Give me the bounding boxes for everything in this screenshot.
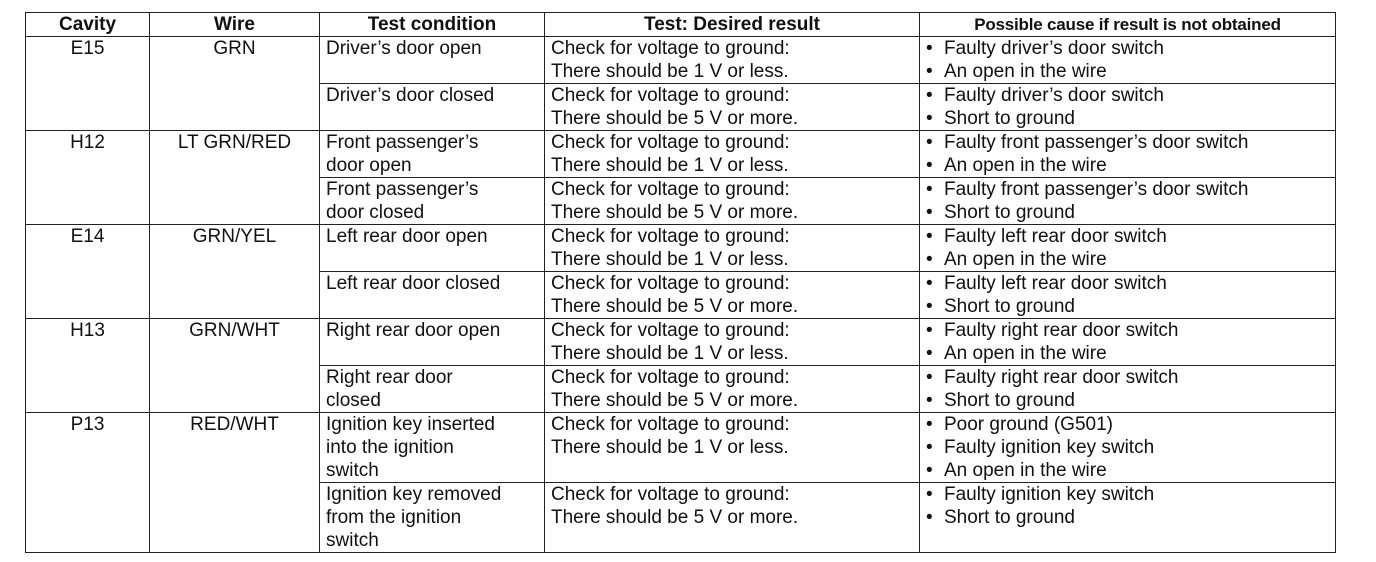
possible-cause-cell	[920, 178, 1336, 225]
result-criterion: There should be 5 V or more.	[551, 202, 799, 223]
test-condition-cell	[320, 225, 545, 272]
test-condition-cell	[320, 37, 545, 84]
condition-line: closed	[326, 390, 381, 411]
cause-item: • An open in the wire	[926, 459, 1329, 482]
cavity-cell: P13	[26, 413, 150, 553]
result-criterion: There should be 1 V or less.	[551, 61, 789, 82]
cause-item: • Short to ground	[926, 389, 1329, 412]
test-condition-cell	[320, 366, 545, 413]
possible-cause-cell	[920, 413, 1336, 483]
possible-cause-cell	[920, 131, 1336, 178]
desired-result-cell	[545, 413, 920, 483]
condition-line: Front passenger’s	[326, 132, 479, 153]
cause-item: • Faulty driver’s door switch	[926, 84, 1329, 107]
desired-result-cell	[545, 37, 920, 84]
header-cavity: Cavity	[26, 13, 150, 37]
wire-cell: RED/WHT	[150, 413, 320, 553]
cause-item: • An open in the wire	[926, 248, 1329, 271]
result-check: Check for voltage to ground:	[551, 132, 790, 153]
desired-result-cell	[545, 272, 920, 319]
condition-line: Driver’s door closed	[326, 85, 495, 106]
possible-cause-cell	[920, 84, 1336, 131]
wire-cell: LT GRN/RED	[150, 131, 320, 225]
desired-result-cell	[545, 131, 920, 178]
desired-result-cell	[545, 225, 920, 272]
result-criterion: There should be 5 V or more.	[551, 296, 799, 317]
cause-item: • An open in the wire	[926, 342, 1329, 365]
test-condition-cell	[320, 178, 545, 225]
result-criterion: There should be 1 V or less.	[551, 249, 789, 270]
condition-line: from the ignition	[326, 507, 462, 528]
header-desired-result: Test: Desired result	[545, 13, 920, 37]
condition-line: Left rear door closed	[326, 273, 501, 294]
header-wire: Wire	[150, 13, 320, 37]
cause-item: • An open in the wire	[926, 154, 1329, 177]
result-check: Check for voltage to ground:	[551, 179, 790, 200]
condition-line: Ignition key removed	[326, 484, 502, 505]
condition-line: Ignition key inserted	[326, 414, 495, 435]
result-check: Check for voltage to ground:	[551, 85, 790, 106]
cause-item: • Faulty left rear door switch	[926, 272, 1329, 295]
cause-item: • Short to ground	[926, 201, 1329, 224]
header-test-condition: Test condition	[320, 13, 545, 37]
cause-item: • Faulty ignition key switch	[926, 483, 1329, 506]
cause-item: • Faulty front passenger’s door switch	[926, 178, 1329, 201]
test-condition-cell	[320, 272, 545, 319]
result-check: Check for voltage to ground:	[551, 273, 790, 294]
possible-cause-cell	[920, 37, 1336, 84]
header-row	[26, 13, 1336, 37]
condition-line: Right rear door open	[326, 320, 501, 341]
desired-result-cell	[545, 483, 920, 553]
result-check: Check for voltage to ground:	[551, 414, 790, 435]
possible-cause-cell	[920, 319, 1336, 366]
result-check: Check for voltage to ground:	[551, 484, 790, 505]
result-criterion: There should be 5 V or more.	[551, 390, 799, 411]
cavity-cell: H12	[26, 131, 150, 225]
test-condition-cell	[320, 84, 545, 131]
possible-cause-cell	[920, 225, 1336, 272]
cause-item: • Faulty right rear door switch	[926, 366, 1329, 389]
result-check: Check for voltage to ground:	[551, 226, 790, 247]
result-criterion: There should be 1 V or less.	[551, 155, 789, 176]
desired-result-cell	[545, 84, 920, 131]
test-condition-cell	[320, 483, 545, 553]
result-check: Check for voltage to ground:	[551, 320, 790, 341]
test-condition-cell	[320, 413, 545, 483]
condition-line: Driver’s door open	[326, 38, 482, 59]
condition-line: into the ignition	[326, 437, 454, 458]
condition-line: switch	[326, 530, 379, 551]
condition-line: Front passenger’s	[326, 179, 479, 200]
cause-item: • Poor ground (G501)	[926, 413, 1329, 436]
cavity-cell: H13	[26, 319, 150, 413]
desired-result-cell	[545, 366, 920, 413]
table-row	[26, 131, 1336, 178]
condition-line: Right rear door	[326, 367, 453, 388]
cause-item: • Faulty front passenger’s door switch	[926, 131, 1329, 154]
result-check: Check for voltage to ground:	[551, 38, 790, 59]
cause-item: • Faulty driver’s door switch	[926, 37, 1329, 60]
table-row	[26, 413, 1336, 483]
result-check: Check for voltage to ground:	[551, 367, 790, 388]
cavity-cell: E15	[26, 37, 150, 131]
cause-item: • Faulty ignition key switch	[926, 436, 1329, 459]
possible-cause-cell	[920, 366, 1336, 413]
condition-line: door open	[326, 155, 412, 176]
table-row	[26, 319, 1336, 366]
wire-cell: GRN/YEL	[150, 225, 320, 319]
condition-line: door closed	[326, 202, 425, 223]
cause-item: • Short to ground	[926, 506, 1329, 529]
cause-item: • Short to ground	[926, 107, 1329, 130]
result-criterion: There should be 5 V or more.	[551, 507, 799, 528]
cause-item: • Short to ground	[926, 295, 1329, 318]
desired-result-cell	[545, 178, 920, 225]
result-criterion: There should be 5 V or more.	[551, 108, 799, 129]
test-condition-cell	[320, 131, 545, 178]
cause-item: • An open in the wire	[926, 60, 1329, 83]
wire-cell: GRN	[150, 37, 320, 131]
table-row	[26, 225, 1336, 272]
possible-cause-cell	[920, 483, 1336, 553]
condition-line: switch	[326, 460, 379, 481]
result-criterion: There should be 1 V or less.	[551, 437, 789, 458]
table-row	[26, 37, 1336, 84]
switch-test-table	[25, 12, 1336, 553]
header-possible-cause: Possible cause if result is not obtained	[920, 13, 1336, 37]
cavity-cell: E14	[26, 225, 150, 319]
result-criterion: There should be 1 V or less.	[551, 343, 789, 364]
wire-cell: GRN/WHT	[150, 319, 320, 413]
condition-line: Left rear door open	[326, 226, 488, 247]
possible-cause-cell	[920, 272, 1336, 319]
cause-item: • Faulty left rear door switch	[926, 225, 1329, 248]
desired-result-cell	[545, 319, 920, 366]
test-condition-cell	[320, 319, 545, 366]
cause-item: • Faulty right rear door switch	[926, 319, 1329, 342]
